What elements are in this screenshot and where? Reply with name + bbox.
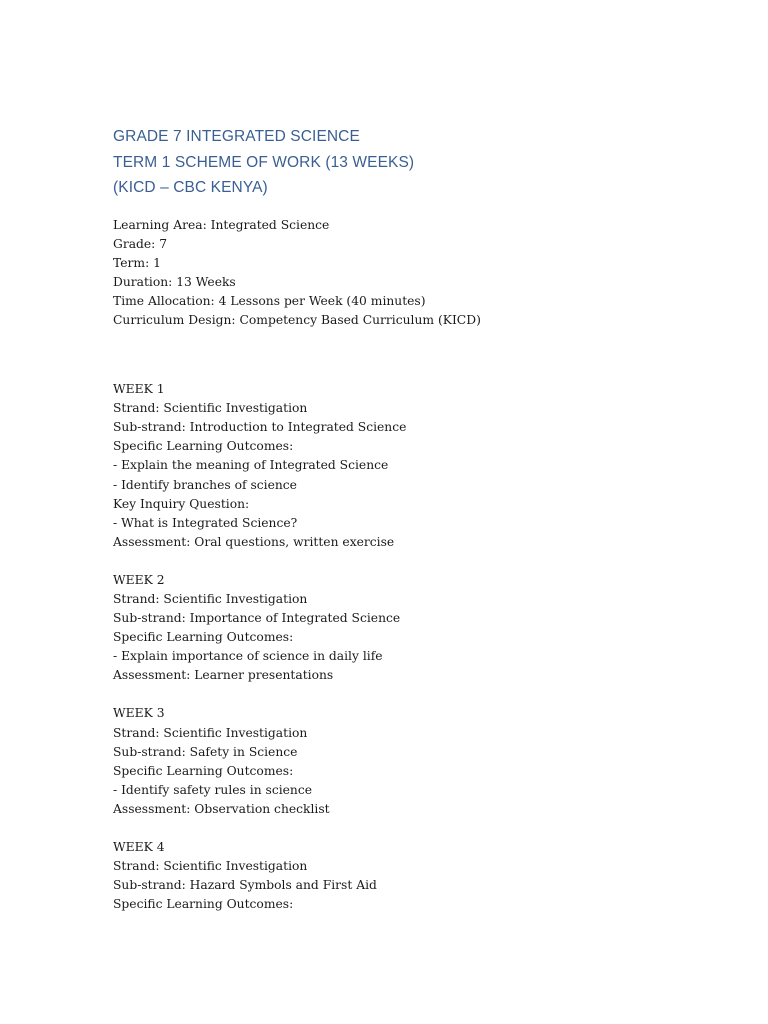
course-info <box>113 216 713 331</box>
outcome-item: - Identify branches of science <box>113 477 297 492</box>
strand: Strand: Scientific Investigation <box>113 401 308 416</box>
outcomes-label: Specific Learning Outcomes: <box>113 439 294 454</box>
learning-area: Learning Area: Integrated Science <box>113 217 330 232</box>
outcome-item: - Identify safety rules in science <box>113 782 313 797</box>
sub-strand: Sub-strand: Introduction to Integrated Science <box>113 420 407 435</box>
outcome-item: - Explain the meaning of Integrated Science <box>113 458 389 473</box>
inquiry-item: - What is Integrated Science? <box>113 515 298 530</box>
week-heading: WEEK 2 <box>113 572 165 587</box>
sub-strand: Sub-strand: Safety in Science <box>113 744 298 759</box>
assessment: Assessment: Oral questions, written exercise <box>113 534 395 549</box>
outcomes-label: Specific Learning Outcomes: <box>113 630 294 645</box>
sub-strand: Sub-strand: Importance of Integrated Science <box>113 611 401 626</box>
curriculum-design: Curriculum Design: Competency Based Curriculum (KICD) <box>113 312 481 327</box>
document-title <box>113 124 713 201</box>
week-3-section <box>113 704 713 819</box>
term: Term: 1 <box>113 255 161 270</box>
assessment: Assessment: Observation checklist <box>113 801 330 816</box>
title-line-term: TERM 1 SCHEME OF WORK (13 WEEKS) <box>113 153 415 171</box>
duration: Duration: 13 Weeks <box>113 274 236 289</box>
strand: Strand: Scientific Investigation <box>113 859 308 874</box>
outcomes-label: Specific Learning Outcomes: <box>113 763 294 778</box>
week-heading: WEEK 3 <box>113 706 165 721</box>
grade: Grade: 7 <box>113 236 168 251</box>
title-line-grade: GRADE 7 INTEGRATED SCIENCE <box>113 128 360 145</box>
week-heading: WEEK 1 <box>113 382 165 397</box>
week-heading: WEEK 4 <box>113 840 165 855</box>
strand: Strand: Scientific Investigation <box>113 592 308 606</box>
assessment: Assessment: Learner presentations <box>113 668 334 683</box>
strand: Strand: Scientific Investigation <box>113 725 308 740</box>
sub-strand: Sub-strand: Hazard Symbols and First Aid <box>113 878 377 893</box>
week-4-section <box>113 838 713 914</box>
outcome-item: - Explain importance of science in daily life <box>113 649 383 664</box>
weeks-list <box>113 380 713 914</box>
time-allocation: Time Allocation: 4 Lessons per Week (40 minutes) <box>113 293 426 308</box>
document-page <box>113 124 713 914</box>
inquiry-label: Key Inquiry Question: <box>113 496 250 511</box>
week-1-section <box>113 380 713 552</box>
outcomes-label: Specific Learning Outcomes: <box>113 897 294 912</box>
title-line-kicd: (KICD – CBC KENYA) <box>113 179 268 196</box>
week-2-section <box>113 571 713 686</box>
